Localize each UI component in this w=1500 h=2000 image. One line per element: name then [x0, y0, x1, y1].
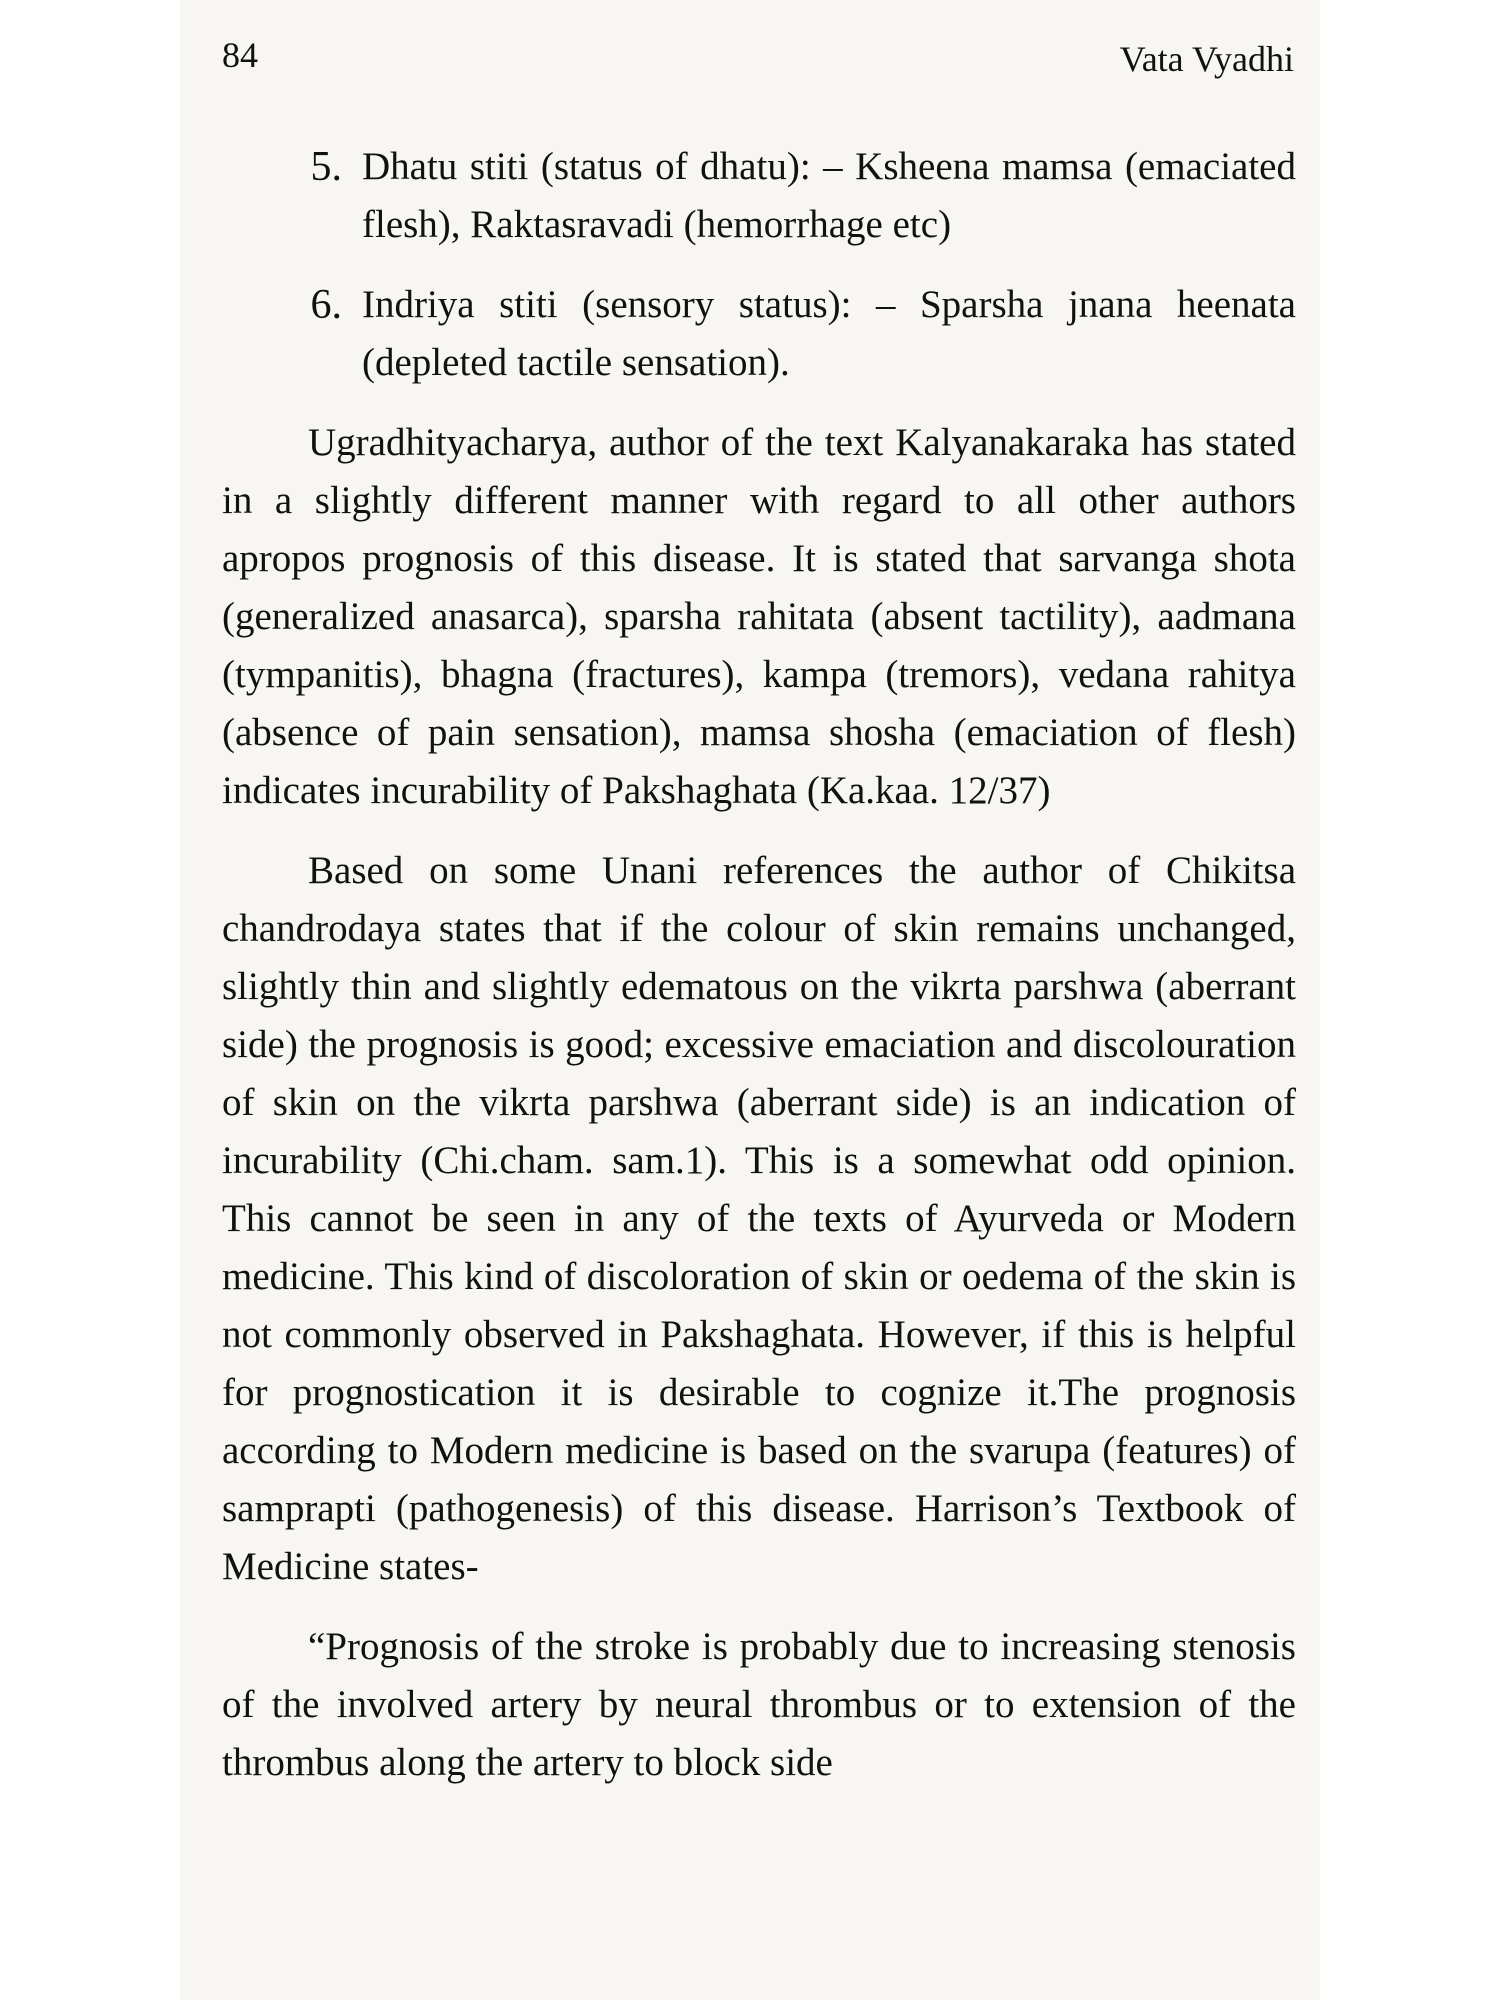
running-title: Vata Vyadhi [1119, 39, 1294, 79]
list-text: Indriya stiti (sensory status): – Sparsha jnana heenata (depleted tactile sensation). [362, 283, 1296, 384]
list-item [222, 138, 1296, 254]
book-page [180, 0, 1320, 2000]
body-text [222, 138, 1296, 1814]
list-number: 5. [310, 144, 342, 190]
list-item [222, 276, 1296, 392]
paragraph-chikitsa-chandrodaya: Based on some Unani references the author of Chikitsa chandrodaya states that if the colour of skin remains unchanged, slightly thin and slightly edematous on the vikrta parshwa (aberrant side) the prognosis is good; excessive emaciation and discolouration of skin on the vikrta parshwa (aberrant side) is an indication of incurability (Chi.cham. sam.1). This is a somewhat odd opinion. This cannot be seen in any of the texts of Ayurveda or Modern medicine. This kind of discoloration of skin or oedema of the skin is not commonly observed in Pakshaghata. However, if this is helpful for prognostication it is desirable to cognize it.The prognosis according to Modern medicine is based on the svarupa (features) of samprapti (pathogenesis) of this disease. Harrison’s Textbook of Medicine states- [222, 849, 1296, 1588]
paragraph-kalyanakaraka: Ugradhityacharya, author of the text Kalyanakaraka has stated in a slightly different manner with regard to all other authors apropos prognosis of this disease. It is stated that sarvanga shota (generalized anasarca), sparsha rahitata (absent tactility), aadmana (tympanitis), bhagna (fractures), kampa (tremors), vedana rahitya (absence of pain sensation), mamsa shosha (emaciation of flesh) indicates incurability of Pakshaghata (Ka.kaa. 12/37) [222, 421, 1296, 812]
page-number: 84 [222, 35, 258, 75]
paragraph-harrison-quote: “Prognosis of the stroke is probably due to increasing stenosis of the involved artery by neural thrombus or to extension of the thrombus along the artery to block side [222, 1625, 1296, 1784]
list-number: 6. [310, 282, 342, 328]
list-text: Dhatu stiti (status of dhatu): – Ksheena mamsa (emaciated flesh), Raktasravadi (hemorrhage etc) [362, 145, 1296, 246]
